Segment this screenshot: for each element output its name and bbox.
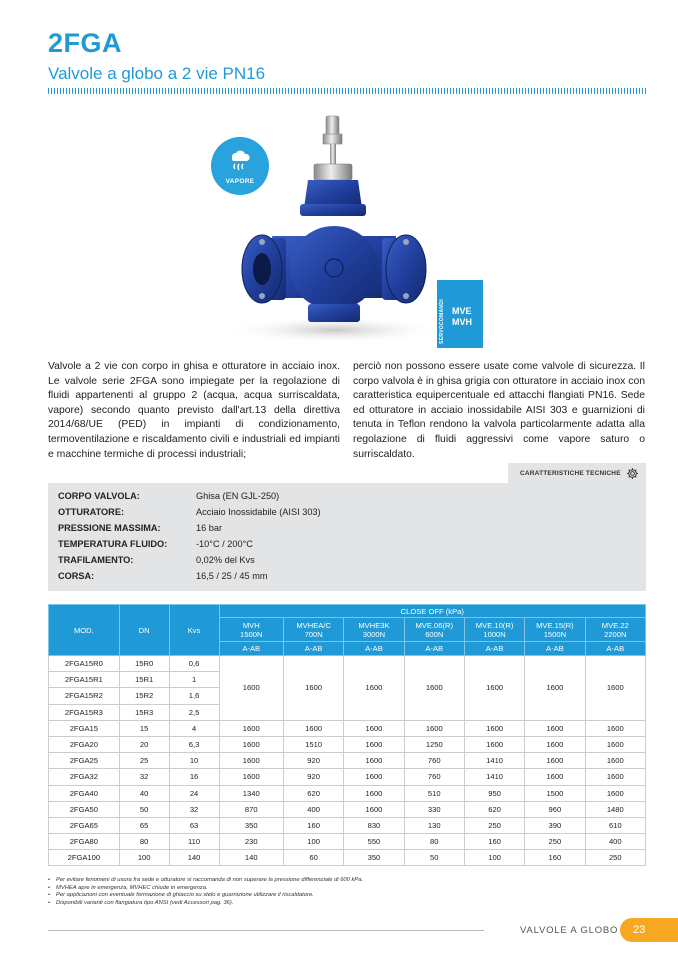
cell-close-off: 1600 [525, 720, 585, 736]
table-row [49, 801, 646, 817]
actuator-name: MVE.15(R) [536, 620, 574, 630]
cell-dn: 65 [119, 817, 169, 833]
actuator-header [219, 618, 283, 642]
cell-kvs: 1 [169, 672, 219, 688]
cell-close-off: 1600 [585, 785, 645, 801]
table-body [49, 656, 646, 866]
cell-close-off: 1600 [219, 656, 283, 721]
cell-mod: 2FGA65 [49, 817, 120, 833]
cell-close-off: 230 [219, 834, 283, 850]
table-row [49, 817, 646, 833]
cell-close-off: 1600 [344, 736, 404, 752]
actuator-name: MVHE3K [358, 620, 390, 630]
flow-direction: A-AB [283, 642, 343, 656]
actuator-mve: MVE [452, 306, 472, 316]
table-row [49, 753, 646, 769]
cell-close-off: 950 [464, 785, 524, 801]
actuator-name: MVE.22 [601, 620, 629, 630]
cell-close-off: 1600 [219, 753, 283, 769]
actuator-force: 1000N [483, 629, 506, 639]
cell-close-off: 250 [464, 817, 524, 833]
cell-kvs: 6,3 [169, 736, 219, 752]
table-row [49, 769, 646, 785]
cell-close-off: 350 [219, 817, 283, 833]
table-row [49, 720, 646, 736]
cell-close-off: 1600 [525, 753, 585, 769]
cell-close-off: 1500 [525, 785, 585, 801]
actuator-header [283, 618, 343, 642]
cell-close-off: 1600 [219, 720, 283, 736]
cell-kvs: 1,6 [169, 688, 219, 704]
cell-close-off: 160 [283, 817, 343, 833]
actuator-force: 700N [304, 629, 323, 639]
actuator-force: 3000N [362, 629, 386, 639]
tech-key: PRESSIONE MASSIMA: [58, 523, 161, 533]
actuator-header [464, 618, 524, 642]
cell-close-off: 1600 [585, 656, 645, 721]
description-left: Valvole a 2 vie con corpo in ghisa e otturatore in acciaio inox. Le valvole serie 2FGA sono impiegate per la regolazione di fluidi appartenenti al gruppo 2 (acqua, acqua surriscaldata, vapore) secondo quanto previsto dall'art.13 della direttiva 2014/68/UE (PED) in impianti di condizionamento, termoventilazione e riscaldamento civili e industriali ed impianti e macchine termiche di processi industriali; [48, 361, 340, 460]
cell-kvs: 110 [169, 834, 219, 850]
cell-close-off: 80 [404, 834, 464, 850]
footnote: • MVHEA apre in emergenza, MVHEC chiude in emergenza. [48, 885, 646, 893]
tech-value: Ghisa (EN GJL-250) [196, 491, 280, 501]
servocomandi-badge [437, 280, 483, 348]
cell-close-off: 1600 [404, 656, 464, 721]
cell-close-off: 1600 [283, 720, 343, 736]
cell-close-off: 1600 [344, 801, 404, 817]
cell-close-off: 1600 [219, 769, 283, 785]
actuator-force: 2200N [604, 629, 627, 639]
tech-value: 0,02% del Kvs [196, 555, 255, 565]
cell-close-off: 140 [219, 850, 283, 866]
title-divider [48, 88, 646, 94]
page-subtitle: Valvole a globo a 2 vie PN16 [48, 64, 266, 83]
cell-mod: 2FGA15R3 [49, 704, 120, 720]
actuator-force: 1500N [543, 629, 567, 639]
cell-dn: 80 [119, 834, 169, 850]
cell-mod: 2FGA15R2 [49, 688, 120, 704]
footer-section: VALVOLE A GLOBO [520, 925, 619, 936]
cell-dn: 32 [119, 769, 169, 785]
flow-direction: A-AB [219, 642, 283, 656]
tech-key: TRAFILAMENTO: [58, 555, 134, 565]
tech-value: Acciaio Inossidabile (AISI 303) [196, 507, 321, 517]
actuator-name: MVHEA/C [296, 620, 331, 630]
table-row [49, 656, 646, 672]
actuator-force: 600N [425, 629, 444, 639]
cell-dn: 100 [119, 850, 169, 866]
cell-mod: 2FGA40 [49, 785, 120, 801]
page-number: 23 [633, 924, 646, 936]
gear-icon [626, 467, 639, 480]
cell-dn: 50 [119, 801, 169, 817]
footnote: • Per evitare fenomeni di usura fra sede e otturatore si raccomanda di non superare la pressione differenziale di 600 kPa. [48, 877, 646, 885]
tech-panel [48, 483, 646, 591]
actuator-header [585, 618, 645, 642]
actuator-mvh: MVH [452, 317, 472, 327]
cell-close-off: 1600 [344, 769, 404, 785]
actuator-header [404, 618, 464, 642]
cell-close-off: 1600 [585, 753, 645, 769]
servocomandi-label: SERVOCOMANDI [439, 299, 445, 344]
cell-close-off: 1600 [585, 769, 645, 785]
cell-close-off: 1410 [464, 769, 524, 785]
page-title: 2FGA [48, 28, 123, 58]
footer-divider [48, 930, 484, 931]
header-dn: DN [119, 605, 169, 656]
flow-direction: A-AB [464, 642, 524, 656]
tech-value: 16,5 / 25 / 45 mm [196, 571, 268, 581]
flow-direction: A-AB [525, 642, 585, 656]
cell-close-off: 1250 [404, 736, 464, 752]
page-number-badge [620, 918, 678, 942]
cell-close-off: 830 [344, 817, 404, 833]
cell-mod: 2FGA15R1 [49, 672, 120, 688]
cell-close-off: 390 [525, 817, 585, 833]
cell-dn: 25 [119, 753, 169, 769]
cell-dn: 20 [119, 736, 169, 752]
cell-close-off: 400 [283, 801, 343, 817]
cell-close-off: 1600 [344, 753, 404, 769]
flow-direction: A-AB [585, 642, 645, 656]
cell-close-off: 400 [585, 834, 645, 850]
cell-close-off: 250 [585, 850, 645, 866]
cell-close-off: 760 [404, 753, 464, 769]
cell-mod: 2FGA15 [49, 720, 120, 736]
cell-mod: 2FGA100 [49, 850, 120, 866]
cell-close-off: 1600 [464, 656, 524, 721]
cell-close-off: 920 [283, 753, 343, 769]
cell-dn: 15R2 [119, 688, 169, 704]
cell-close-off: 960 [525, 801, 585, 817]
steam-cloud-icon [228, 146, 252, 176]
actuator-name: MVE.06(R) [415, 620, 454, 630]
cell-close-off: 610 [585, 817, 645, 833]
cell-close-off: 350 [344, 850, 404, 866]
cell-mod: 2FGA20 [49, 736, 120, 752]
cell-close-off: 60 [283, 850, 343, 866]
cell-close-off: 1600 [344, 785, 404, 801]
tech-value: 16 bar [196, 523, 223, 533]
cell-close-off: 1600 [525, 769, 585, 785]
cell-close-off: 1600 [344, 656, 404, 721]
cell-close-off: 550 [344, 834, 404, 850]
cell-close-off: 1600 [464, 736, 524, 752]
cell-close-off: 1600 [525, 656, 585, 721]
close-off-table [48, 604, 646, 866]
description-right: perciò non possono essere usate come valvole di sicurezza. Il corpo valvola è in ghisa grigia con otturatore in acciaio inox con caratteristica equipercentuale ed attacchi flangiati PN16. Sede ed otturatore in acciaio inossidabile AISI 303 e guarnizioni di tenuta in Teflon rendono la valvola particolarmente adatta alla regolazione di fluidi aggressivi come vapore saturo o surriscaldato. [353, 361, 645, 460]
cell-close-off: 100 [283, 834, 343, 850]
tech-key: CORPO VALVOLA: [58, 491, 140, 501]
cell-close-off: 130 [404, 817, 464, 833]
actuator-name: MVH [242, 620, 260, 630]
header-kvs: Kvs [169, 605, 219, 656]
cell-close-off: 1600 [585, 736, 645, 752]
cell-mod: 2FGA50 [49, 801, 120, 817]
cell-mod: 2FGA15R0 [49, 656, 120, 672]
cell-mod: 2FGA25 [49, 753, 120, 769]
vapore-label: VAPORE [225, 178, 255, 185]
cell-close-off: 50 [404, 850, 464, 866]
vapore-badge [211, 137, 269, 195]
footnotes [48, 877, 646, 907]
cell-close-off: 510 [404, 785, 464, 801]
cell-mod: 2FGA80 [49, 834, 120, 850]
cell-dn: 40 [119, 785, 169, 801]
cell-kvs: 2,5 [169, 704, 219, 720]
actuator-header [344, 618, 404, 642]
tech-value: -10°C / 200°C [196, 539, 253, 549]
flow-direction: A-AB [404, 642, 464, 656]
table-row [49, 785, 646, 801]
footnote: • Per applicazioni con eventuale formazione di ghiaccio su stelo e guarnizione utilizzare il riscaldatore. [48, 892, 646, 900]
tech-tab [508, 463, 646, 483]
cell-kvs: 0,6 [169, 656, 219, 672]
cell-dn: 15R0 [119, 656, 169, 672]
tech-key: OTTURATORE: [58, 507, 125, 517]
tech-key: TEMPERATURA FLUIDO: [58, 539, 168, 549]
cell-close-off: 330 [404, 801, 464, 817]
table-row [49, 736, 646, 752]
cell-close-off: 100 [464, 850, 524, 866]
cell-close-off: 1600 [464, 720, 524, 736]
header-mod: MOD. [49, 605, 120, 656]
tech-key: CORSA: [58, 571, 95, 581]
cell-close-off: 160 [464, 834, 524, 850]
cell-close-off: 1600 [404, 720, 464, 736]
cell-close-off: 1600 [344, 720, 404, 736]
flow-direction: A-AB [344, 642, 404, 656]
cell-close-off: 620 [464, 801, 524, 817]
table-row [49, 850, 646, 866]
cell-close-off: 160 [525, 850, 585, 866]
cell-close-off: 1600 [585, 720, 645, 736]
actuator-name: MVE.10(R) [475, 620, 514, 630]
cell-mod: 2FGA32 [49, 769, 120, 785]
cell-close-off: 920 [283, 769, 343, 785]
cell-dn: 15R3 [119, 704, 169, 720]
cell-kvs: 16 [169, 769, 219, 785]
cell-kvs: 24 [169, 785, 219, 801]
cell-close-off: 1480 [585, 801, 645, 817]
cell-close-off: 870 [219, 801, 283, 817]
actuator-force: 1500N [240, 629, 263, 639]
table-row [49, 834, 646, 850]
cell-close-off: 1340 [219, 785, 283, 801]
header-close-off: CLOSE OFF (kPa) [219, 605, 645, 618]
cell-kvs: 10 [169, 753, 219, 769]
cell-close-off: 1600 [283, 656, 343, 721]
cell-close-off: 760 [404, 769, 464, 785]
cell-close-off: 1600 [219, 736, 283, 752]
cell-dn: 15 [119, 720, 169, 736]
cell-kvs: 140 [169, 850, 219, 866]
footnote: • Disponibili varianti con flangiatura tipo ANSI (vedi Accessori pag. 36). [48, 900, 646, 908]
cell-close-off: 1410 [464, 753, 524, 769]
cell-dn: 15R1 [119, 672, 169, 688]
cell-kvs: 4 [169, 720, 219, 736]
actuator-header [525, 618, 585, 642]
cell-kvs: 32 [169, 801, 219, 817]
cell-kvs: 63 [169, 817, 219, 833]
tech-tab-label: CARATTERISTICHE TECNICHE [520, 470, 621, 477]
cell-close-off: 1510 [283, 736, 343, 752]
cell-close-off: 620 [283, 785, 343, 801]
cell-close-off: 250 [525, 834, 585, 850]
cell-close-off: 1600 [525, 736, 585, 752]
